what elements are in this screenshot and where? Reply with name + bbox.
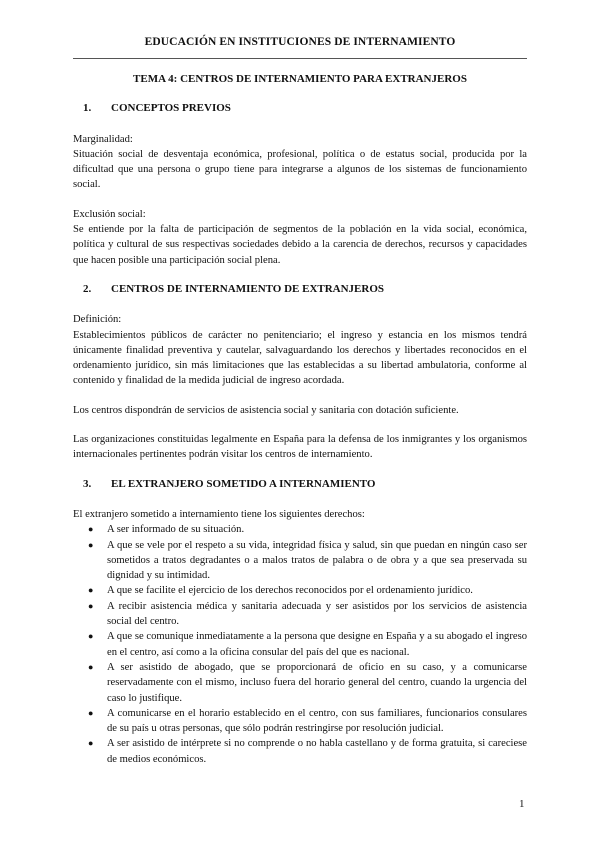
- section-2-heading: [73, 282, 527, 297]
- section-1-title: CONCEPTOS PREVIOS: [111, 102, 231, 115]
- section-3-heading: [73, 477, 527, 492]
- list-item: ● A ser informado de su situación.: [73, 522, 527, 537]
- rights-list: [73, 522, 527, 767]
- definicion-label: Definición:: [73, 314, 122, 326]
- section-3-number: 3.: [83, 477, 92, 490]
- marginalidad-label: Marginalidad:: [73, 133, 133, 145]
- bullet-icon: ●: [88, 738, 94, 749]
- list-item: ● A que se facilite el ejercicio de los derechos reconocidos por el ordenamiento jurídico.: [73, 583, 527, 598]
- bullet-icon: ●: [88, 661, 94, 672]
- list-item: ● A que se vele por el respeto a su vida, integridad física y salud, sin que puedan en ningún caso ser sometidos a tratos degradantes o a malos tratos de palabra o de obra y a que sea preservada su dignidad y su intimidad.: [88, 539, 527, 582]
- services-paragraph: Los centros dispondrán de servicios de asistencia social y sanitaria con dotación suficiente.: [73, 404, 459, 416]
- bullet-icon: ●: [88, 585, 94, 596]
- section-2-title: CENTROS DE INTERNAMIENTO DE EXTRANJEROS: [111, 282, 385, 295]
- rights-intro: El extranjero sometido a internamiento tiene los siguientes derechos:: [73, 508, 365, 520]
- bullet-icon: ●: [88, 707, 94, 718]
- bullet-icon: ●: [88, 524, 94, 535]
- list-item: ● A comunicarse en el horario establecido en el centro, con sus familiares, funcionarios consulares de su país u otras personas, que sólo podrán restringirse por resolución judicial.: [88, 707, 527, 735]
- exclusion-text: Se entiende por la falta de participación de segmentos de la población en la vida social, económica, política y cultural de sus respectivas sociedades debido a la carencia de derechos, recursos y capacidades que hacen posible una participación social plena.: [73, 224, 527, 266]
- header-rule: [73, 58, 527, 59]
- list-item: ● A ser asistido de intérprete si no comprende o no habla castellano y de forma gratuita, si careciese de medios económicos.: [88, 738, 527, 765]
- document-body: [73, 72, 527, 767]
- running-header: EDUCACIÓN EN INSTITUCIONES DE INTERNAMIENTO: [144, 36, 456, 48]
- list-item: ● A ser asistido de abogado, que se proporcionará de oficio en su caso, y a comunicarse reservadamente con el mismo, incluso fuera del horario general del centro, cuando la urgencia del caso lo justifique.: [88, 661, 527, 704]
- bullet-icon: ●: [88, 539, 94, 550]
- topic-title: TEMA 4: CENTROS DE INTERNAMIENTO PARA EXTRANJEROS: [133, 73, 467, 85]
- bullet-icon: ●: [88, 600, 94, 611]
- list-item: ● A recibir asistencia médica y sanitaria adecuada y ser asistidos por los servicios de asistencia social del centro.: [88, 600, 527, 628]
- organizations-paragraph: Las organizaciones constituidas legalmente en España para la defensa de los inmigrantes y los organismos internacionales pertinentes podrán visitar los centros de internamiento.: [73, 434, 527, 461]
- section-1-number: 1.: [83, 102, 92, 115]
- section-3-title: EL EXTRANJERO SOMETIDO A INTERNAMIENTO: [111, 477, 376, 490]
- list-item: ● A que se comunique inmediatamente a la persona que designe en España y a su abogado el ingreso en el centro, así como a la oficina consular del país del que es nacional.: [88, 631, 527, 658]
- page-number: 1: [519, 798, 525, 810]
- exclusion-label: Exclusión social:: [73, 208, 146, 220]
- marginalidad-text: Situación social de desventaja económica, profesional, política o de estatus social, producida por la dificultad que una persona o grupo tiene para integrarse a algunos de los sistemas de funcionamiento social.: [73, 148, 527, 191]
- section-2-number: 2.: [83, 282, 92, 295]
- definicion-text: Establecimientos públicos de carácter no penitenciario; el ingreso y estancia en los mismos tendrá únicamente finalidad preventiva y cautelar, salvaguardando los derechos y libertades reconocidos en el ordenamiento jurídico, sin más limitaciones que las establecidas a su libertad ambulatoria, conforme al contenido y finalidad de la medida judicial de ingreso acordada.: [73, 329, 527, 387]
- bullet-icon: ●: [88, 631, 94, 642]
- section-1-heading: [73, 101, 527, 116]
